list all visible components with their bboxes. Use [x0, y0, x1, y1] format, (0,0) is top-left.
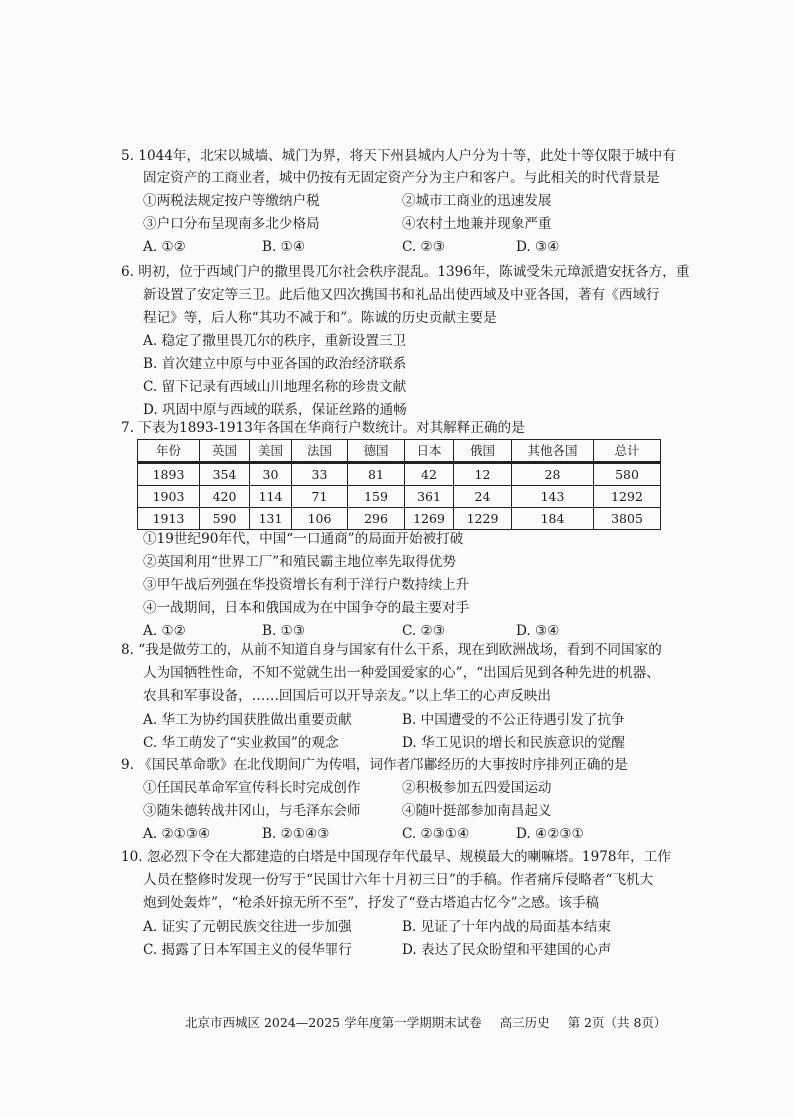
table-cell: 30	[250, 463, 292, 486]
table-row	[138, 508, 661, 530]
q7-stem-line1: 7. 下表为1893-1913年各国在华商行户数统计。对其解释正确的是	[121, 420, 525, 436]
table-cell: 1903	[138, 486, 200, 508]
table-cell: 28	[512, 463, 594, 486]
table-header-cell: 日本	[405, 440, 454, 463]
table-row	[138, 486, 661, 508]
footer-exam-title: 北京市西城区 2024—2025 学年度第一学期期末试卷	[185, 1015, 482, 1030]
table-cell: 1229	[454, 508, 512, 530]
page-footer	[185, 1013, 680, 1031]
q6-option-a: A. 稳定了撒里畏兀尔的秩序，重新设置三卫	[143, 333, 407, 349]
table-cell: 354	[200, 463, 250, 486]
table-cell: 1893	[138, 463, 200, 486]
q8-stem-line1: 8. “我是做劳工的，从前不知道自身与国家有什么干系，现在到欧洲战场，看到不同国家的	[121, 642, 662, 658]
q5-item-2: ②城市工商业的迅速发展	[402, 193, 552, 209]
table-cell: 420	[200, 486, 250, 508]
table-cell: 580	[594, 463, 661, 486]
q8-option-d: D. 华工见识的增长和民族意识的觉醒	[402, 735, 625, 751]
q5-item-4: ④农村土地兼并现象严重	[402, 216, 552, 232]
table-cell: 296	[348, 508, 405, 530]
table-cell: 24	[454, 486, 512, 508]
q6-option-c: C. 留下记录有西域山川地理名称的珍贵文献	[143, 379, 407, 395]
q9-item-2: ②积极参加五四爱国运动	[402, 780, 552, 796]
q6-option-d: D. 巩固中原与西域的联系，保证丝路的通畅	[143, 402, 407, 418]
q9-stem-line1: 9. 《国民革命歌》在北伐期间广为传唱，词作者邝鄘经历的大事按时序排列正确的是	[121, 757, 628, 773]
q5-item-3: ③户口分布呈现南多北少格局	[143, 216, 320, 232]
q6-option-b: B. 首次建立中原与中亚各国的政治经济联系	[143, 356, 407, 372]
table-header-cell: 俄国	[454, 440, 512, 463]
q7-option-c: C. ②③	[402, 623, 445, 639]
q6-stem-line3: 程记》等，后人称“其功不减于和”。陈诚的历史贡献主要是	[143, 310, 497, 326]
q10-stem-line3: 炮到处轰炸”，“枪杀奸掠无所不至”，抒发了“登古塔追古忆今”之感。该手稿	[143, 895, 600, 911]
q8-option-c: C. 华工萌发了“实业救国”的观念	[143, 735, 339, 751]
table-cell: 114	[250, 486, 292, 508]
q5-option-a: A. ①②	[143, 239, 186, 255]
q7-item-3: ③甲午战后列强在华投资增长有利于洋行户数持续上升	[143, 577, 470, 593]
q7-data-table	[137, 439, 661, 530]
q9-item-1: ①任国民革命军宣传科长时完成创作	[143, 780, 361, 796]
q10-stem-line2: 人员在整修时发现一份写于“民国廿六年十月初三日”的手稿。作者痛斥侵略者“飞机大	[143, 872, 654, 888]
table-header-cell: 总计	[594, 440, 661, 463]
table-header-cell: 德国	[348, 440, 405, 463]
table-cell: 3805	[594, 508, 661, 530]
q9-option-a: A. ②①③④	[143, 826, 211, 842]
q7-option-d: D. ③④	[516, 623, 560, 639]
table-row	[138, 463, 661, 486]
q9-option-d: D. ④②③①	[516, 826, 584, 842]
table-cell: 71	[292, 486, 348, 508]
q7-item-1: ①19世纪90年代，中国“一口通商”的局面开始被打破	[143, 531, 464, 547]
table-cell: 184	[512, 508, 594, 530]
table-cell: 1269	[405, 508, 454, 530]
table-cell: 361	[405, 486, 454, 508]
q5-item-1: ①两税法规定按户等缴纳户税	[143, 193, 320, 209]
table-cell: 131	[250, 508, 292, 530]
q6-stem-line1: 6. 明初，位于西域门户的撒里畏兀尔社会秩序混乱。1396年，陈诚受朱元璋派遣安抚各方，重	[121, 264, 690, 280]
table-cell: 1292	[594, 486, 661, 508]
q8-stem-line3: 农具和军事设备，……回国后可以开导亲友。”以上华工的心声反映出	[143, 688, 551, 704]
q7-item-2: ②英国利用“世界工厂”和殖民霸主地位率先取得优势	[143, 554, 456, 570]
q5-stem-line2: 固定资产的工商业者，城中仍按有无固定资产分为主户和客户。与此相关的时代背景是	[143, 170, 660, 186]
q8-stem-line2: 人为国牺牲性命，不知不觉就生出一种爱国爱家的心”，“出国后见到各种先进的机器、	[143, 665, 660, 681]
table-cell: 143	[512, 486, 594, 508]
q7-item-4: ④一战期间，日本和俄国成为在中国争夺的最主要对手	[143, 600, 470, 616]
q9-item-3: ③随朱德转战井冈山，与毛泽东会师	[143, 803, 361, 819]
q10-option-c: C. 揭露了日本军国主义的侵华罪行	[143, 942, 352, 958]
q5-option-d: D. ③④	[516, 239, 560, 255]
q10-option-a: A. 证实了元朝民族交往进一步加强	[143, 919, 352, 935]
q7-option-a: A. ①②	[143, 623, 186, 639]
table-cell: 159	[348, 486, 405, 508]
q10-option-b: B. 见证了十年内战的局面基本结束	[402, 919, 611, 935]
table-header-cell: 美国	[250, 440, 292, 463]
table-cell: 106	[292, 508, 348, 530]
table-cell: 1913	[138, 508, 200, 530]
q8-option-a: A. 华工为协约国获胜做出重要贡献	[143, 712, 352, 728]
table-cell: 33	[292, 463, 348, 486]
table-cell: 42	[405, 463, 454, 486]
q5-stem-line1: 5. 1044年，北宋以城墙、城门为界，将天下州县城内人户分为十等，此处十等仅限于城中有	[121, 148, 676, 164]
table-header-cell: 英国	[200, 440, 250, 463]
footer-page-number: 第 2页（共 8页）	[567, 1015, 667, 1030]
table-header-cell: 年份	[138, 440, 200, 463]
q7-option-b: B. ①③	[262, 623, 306, 639]
footer-subject: 高三历史	[499, 1015, 550, 1030]
q5-option-b: B. ①④	[262, 239, 306, 255]
table-cell: 12	[454, 463, 512, 486]
q10-stem-line1: 10. 忽必烈下令在大都建造的白塔是中国现存年代最早、规模最大的喇嘛塔。1978年，工作	[121, 849, 671, 865]
q9-option-c: C. ②③①④	[402, 826, 470, 842]
q10-option-d: D. 表达了民众盼望和平建国的心声	[402, 942, 612, 958]
q9-item-4: ④随叶挺部参加南昌起义	[402, 803, 552, 819]
table-cell: 81	[348, 463, 405, 486]
q8-option-b: B. 中国遭受的不公正待遇引发了抗争	[402, 712, 625, 728]
q9-option-b: B. ②①④③	[262, 826, 330, 842]
q6-stem-line2: 新设置了安定等三卫。此后他又四次携国书和礼品出使西域及中亚各国，著有《西域行	[143, 287, 660, 303]
table-header-cell: 其他各国	[512, 440, 594, 463]
table-header-row	[138, 440, 661, 463]
q5-option-c: C. ②③	[402, 239, 445, 255]
table-cell: 590	[200, 508, 250, 530]
table-header-cell: 法国	[292, 440, 348, 463]
